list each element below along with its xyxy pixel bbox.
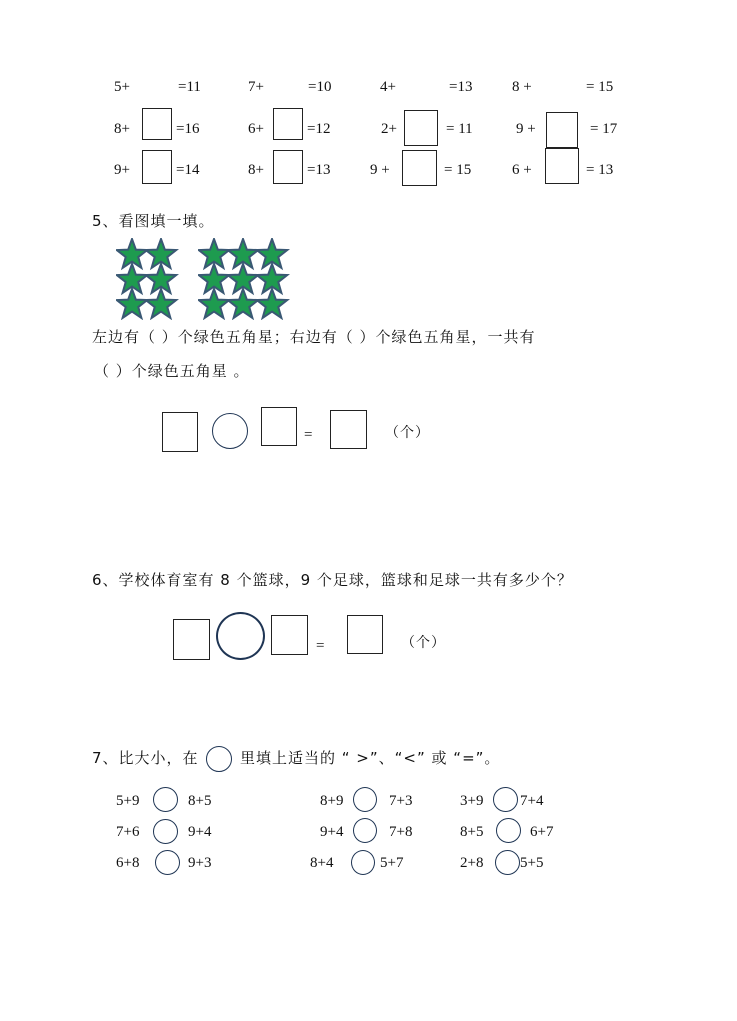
eq-r2-3-right: = 11 (446, 121, 473, 137)
q6-answer-box-1[interactable] (173, 619, 210, 660)
answer-box[interactable] (546, 112, 578, 148)
q5-unit: （个） (385, 425, 430, 441)
eq-r1-1-left: 5+ (114, 79, 130, 95)
compare-right: 7+8 (389, 824, 413, 840)
compare-right: 6+7 (530, 824, 554, 840)
eq-r2-1-right: =16 (176, 121, 200, 137)
eq-r1-4-left: 8 + (512, 79, 532, 95)
q6-equals: = (316, 638, 325, 654)
q7-title-after: 里填上适当的 “ >”、“<” 或 “=”。 (240, 749, 501, 767)
q5-line1: 左边有（ ）个绿色五角星；右边有（ ）个绿色五角星，一共有 (92, 328, 536, 346)
right-star-group (198, 238, 294, 320)
compare-right: 9+3 (188, 855, 212, 871)
eq-r2-3-left: 2+ (381, 121, 397, 137)
eq-r3-2-left: 8+ (248, 162, 264, 178)
q6-answer-box-2[interactable] (271, 615, 308, 655)
compare-right: 7+3 (389, 793, 413, 809)
compare-left: 3+9 (460, 793, 484, 809)
answer-box[interactable] (404, 110, 438, 146)
answer-box[interactable] (273, 108, 303, 140)
eq-r3-1-right: =14 (176, 162, 200, 178)
compare-circle[interactable] (153, 787, 178, 812)
answer-box[interactable] (273, 150, 303, 184)
eq-r2-4-left: 9 + (516, 121, 536, 137)
compare-right: 8+5 (188, 793, 212, 809)
star-icon (199, 289, 229, 318)
eq-r3-4-left: 6 + (512, 162, 532, 178)
eq-r1-4-right: = 15 (586, 79, 614, 95)
compare-left: 8+4 (310, 855, 334, 871)
eq-r2-1-left: 8+ (114, 121, 130, 137)
q6-title: 6、学校体育室有 8 个篮球，9 个足球，篮球和足球一共有多少个？ (92, 571, 573, 589)
q6-result-box[interactable] (347, 615, 383, 654)
answer-box[interactable] (142, 108, 172, 140)
compare-circle[interactable] (496, 818, 521, 843)
compare-circle[interactable] (495, 850, 520, 875)
compare-circle[interactable] (353, 818, 377, 843)
compare-circle[interactable] (493, 787, 518, 812)
q7-title-before: 7、比大小，在 (92, 749, 199, 767)
star-icon (257, 289, 287, 318)
q7-title-circle-icon (206, 746, 232, 772)
answer-box[interactable] (545, 148, 579, 184)
compare-right: 5+7 (380, 855, 404, 871)
eq-r3-3-right: = 15 (444, 162, 472, 178)
compare-circle[interactable] (155, 850, 180, 875)
q6-operator-circle[interactable] (216, 612, 265, 660)
eq-r3-2-right: =13 (307, 162, 331, 178)
eq-r2-4-right: = 17 (590, 121, 618, 137)
eq-r3-1-left: 9+ (114, 162, 130, 178)
compare-left: 8+5 (460, 824, 484, 840)
star-icon (117, 289, 147, 318)
compare-circle[interactable] (353, 787, 377, 812)
compare-circle[interactable] (153, 819, 178, 844)
compare-left: 6+8 (116, 855, 140, 871)
eq-r3-3-left: 9 + (370, 162, 390, 178)
q6-unit: （个） (401, 635, 446, 651)
answer-box[interactable] (142, 150, 172, 184)
answer-box[interactable] (402, 150, 437, 186)
eq-r1-3-right: =13 (449, 79, 473, 95)
compare-left: 5+9 (116, 793, 140, 809)
q5-answer-box-1[interactable] (162, 412, 198, 452)
q5-result-box[interactable] (330, 410, 367, 449)
compare-right: 5+5 (520, 855, 544, 871)
eq-r1-3-left: 4+ (380, 79, 396, 95)
eq-r1-1-right: =11 (178, 79, 201, 95)
q5-title: 5、看图填一填。 (92, 212, 215, 230)
eq-r2-2-left: 6+ (248, 121, 264, 137)
compare-right: 7+4 (520, 793, 544, 809)
eq-r1-2-right: =10 (308, 79, 332, 95)
compare-right: 9+4 (188, 824, 212, 840)
compare-left: 9+4 (320, 824, 344, 840)
q5-operator-circle[interactable] (212, 413, 248, 449)
eq-r3-4-right: = 13 (586, 162, 614, 178)
star-icon (146, 289, 176, 318)
compare-left: 8+9 (320, 793, 344, 809)
q5-line2: （ ）个绿色五角星 。 (94, 362, 250, 380)
compare-circle[interactable] (351, 850, 375, 875)
q5-equals: = (304, 427, 313, 443)
eq-r2-2-right: =12 (307, 121, 331, 137)
q5-answer-box-2[interactable] (261, 407, 297, 446)
left-star-group (116, 238, 188, 320)
compare-left: 7+6 (116, 824, 140, 840)
star-icon (228, 289, 258, 318)
eq-r1-2-left: 7+ (248, 79, 264, 95)
compare-left: 2+8 (460, 855, 484, 871)
